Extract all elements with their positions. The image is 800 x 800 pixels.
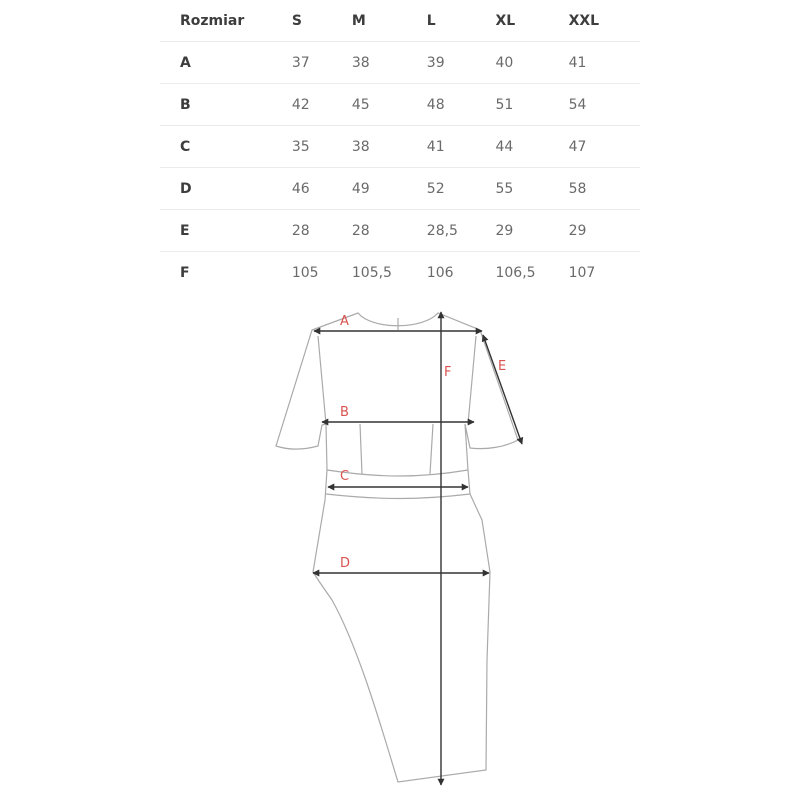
table-cell: 46 <box>292 168 352 210</box>
dress-silhouette <box>276 313 518 782</box>
table-cell: 54 <box>569 84 640 126</box>
row-label: F <box>180 264 190 281</box>
table-cell: 51 <box>495 84 568 126</box>
measurement-lines <box>313 312 522 785</box>
right-armhole-line <box>468 336 476 424</box>
table-cell: 49 <box>352 168 427 210</box>
table-cell: 106,5 <box>495 264 536 281</box>
waistband-bottom <box>326 494 470 499</box>
table-cell: 58 <box>569 168 640 210</box>
size-header-label: Rozmiar <box>160 0 292 42</box>
row-label: C <box>160 126 292 168</box>
left-dart-line <box>360 424 362 474</box>
table-cell: 45 <box>352 84 427 126</box>
table-cell: 38 <box>352 42 427 84</box>
row-label: A <box>160 42 292 84</box>
table-cell: 28 <box>292 210 352 252</box>
table-cell: 41 <box>569 42 640 84</box>
table-cell: 35 <box>292 126 352 168</box>
table-cell: 105,5 <box>351 264 392 281</box>
row-label: E <box>160 210 292 252</box>
label-b: B <box>340 405 349 420</box>
table-cell: 47 <box>569 126 640 168</box>
table-cell: 52 <box>427 168 496 210</box>
size-header-l: L <box>427 0 496 42</box>
table-cell: 42 <box>292 84 352 126</box>
label-d: D <box>340 556 351 571</box>
table-cell: 44 <box>495 126 568 168</box>
table-cell: 28,5 <box>427 210 496 252</box>
label-c: C <box>340 469 350 484</box>
row-label: B <box>160 84 292 126</box>
right-dart-line <box>430 424 433 474</box>
size-header-s: S <box>292 0 352 42</box>
table-cell: 41 <box>427 126 496 168</box>
measurement-labels <box>340 314 506 571</box>
table-cell: 106 <box>426 264 454 281</box>
table-cell: 39 <box>427 42 496 84</box>
row-label: D <box>160 168 292 210</box>
table-cell: 55 <box>495 168 568 210</box>
label-f: F <box>444 365 452 380</box>
table-cell: 38 <box>352 126 427 168</box>
table-cell: 105 <box>291 264 319 281</box>
dress-outline <box>276 313 518 782</box>
left-armhole-line <box>318 336 326 424</box>
table-cell: 29 <box>569 210 640 252</box>
table-cell: 28 <box>352 210 427 252</box>
size-header-xxl: XXL <box>569 0 640 42</box>
label-a: A <box>340 314 349 329</box>
table-cell: 29 <box>495 210 568 252</box>
size-header-m: M <box>352 0 427 42</box>
table-cell: 40 <box>495 42 568 84</box>
measure-line-e <box>483 335 522 444</box>
table-cell: 48 <box>427 84 496 126</box>
label-e: E <box>498 359 507 374</box>
table-cell: 37 <box>292 42 352 84</box>
size-header-xl: XL <box>495 0 568 42</box>
table-cell: 107 <box>568 264 596 281</box>
